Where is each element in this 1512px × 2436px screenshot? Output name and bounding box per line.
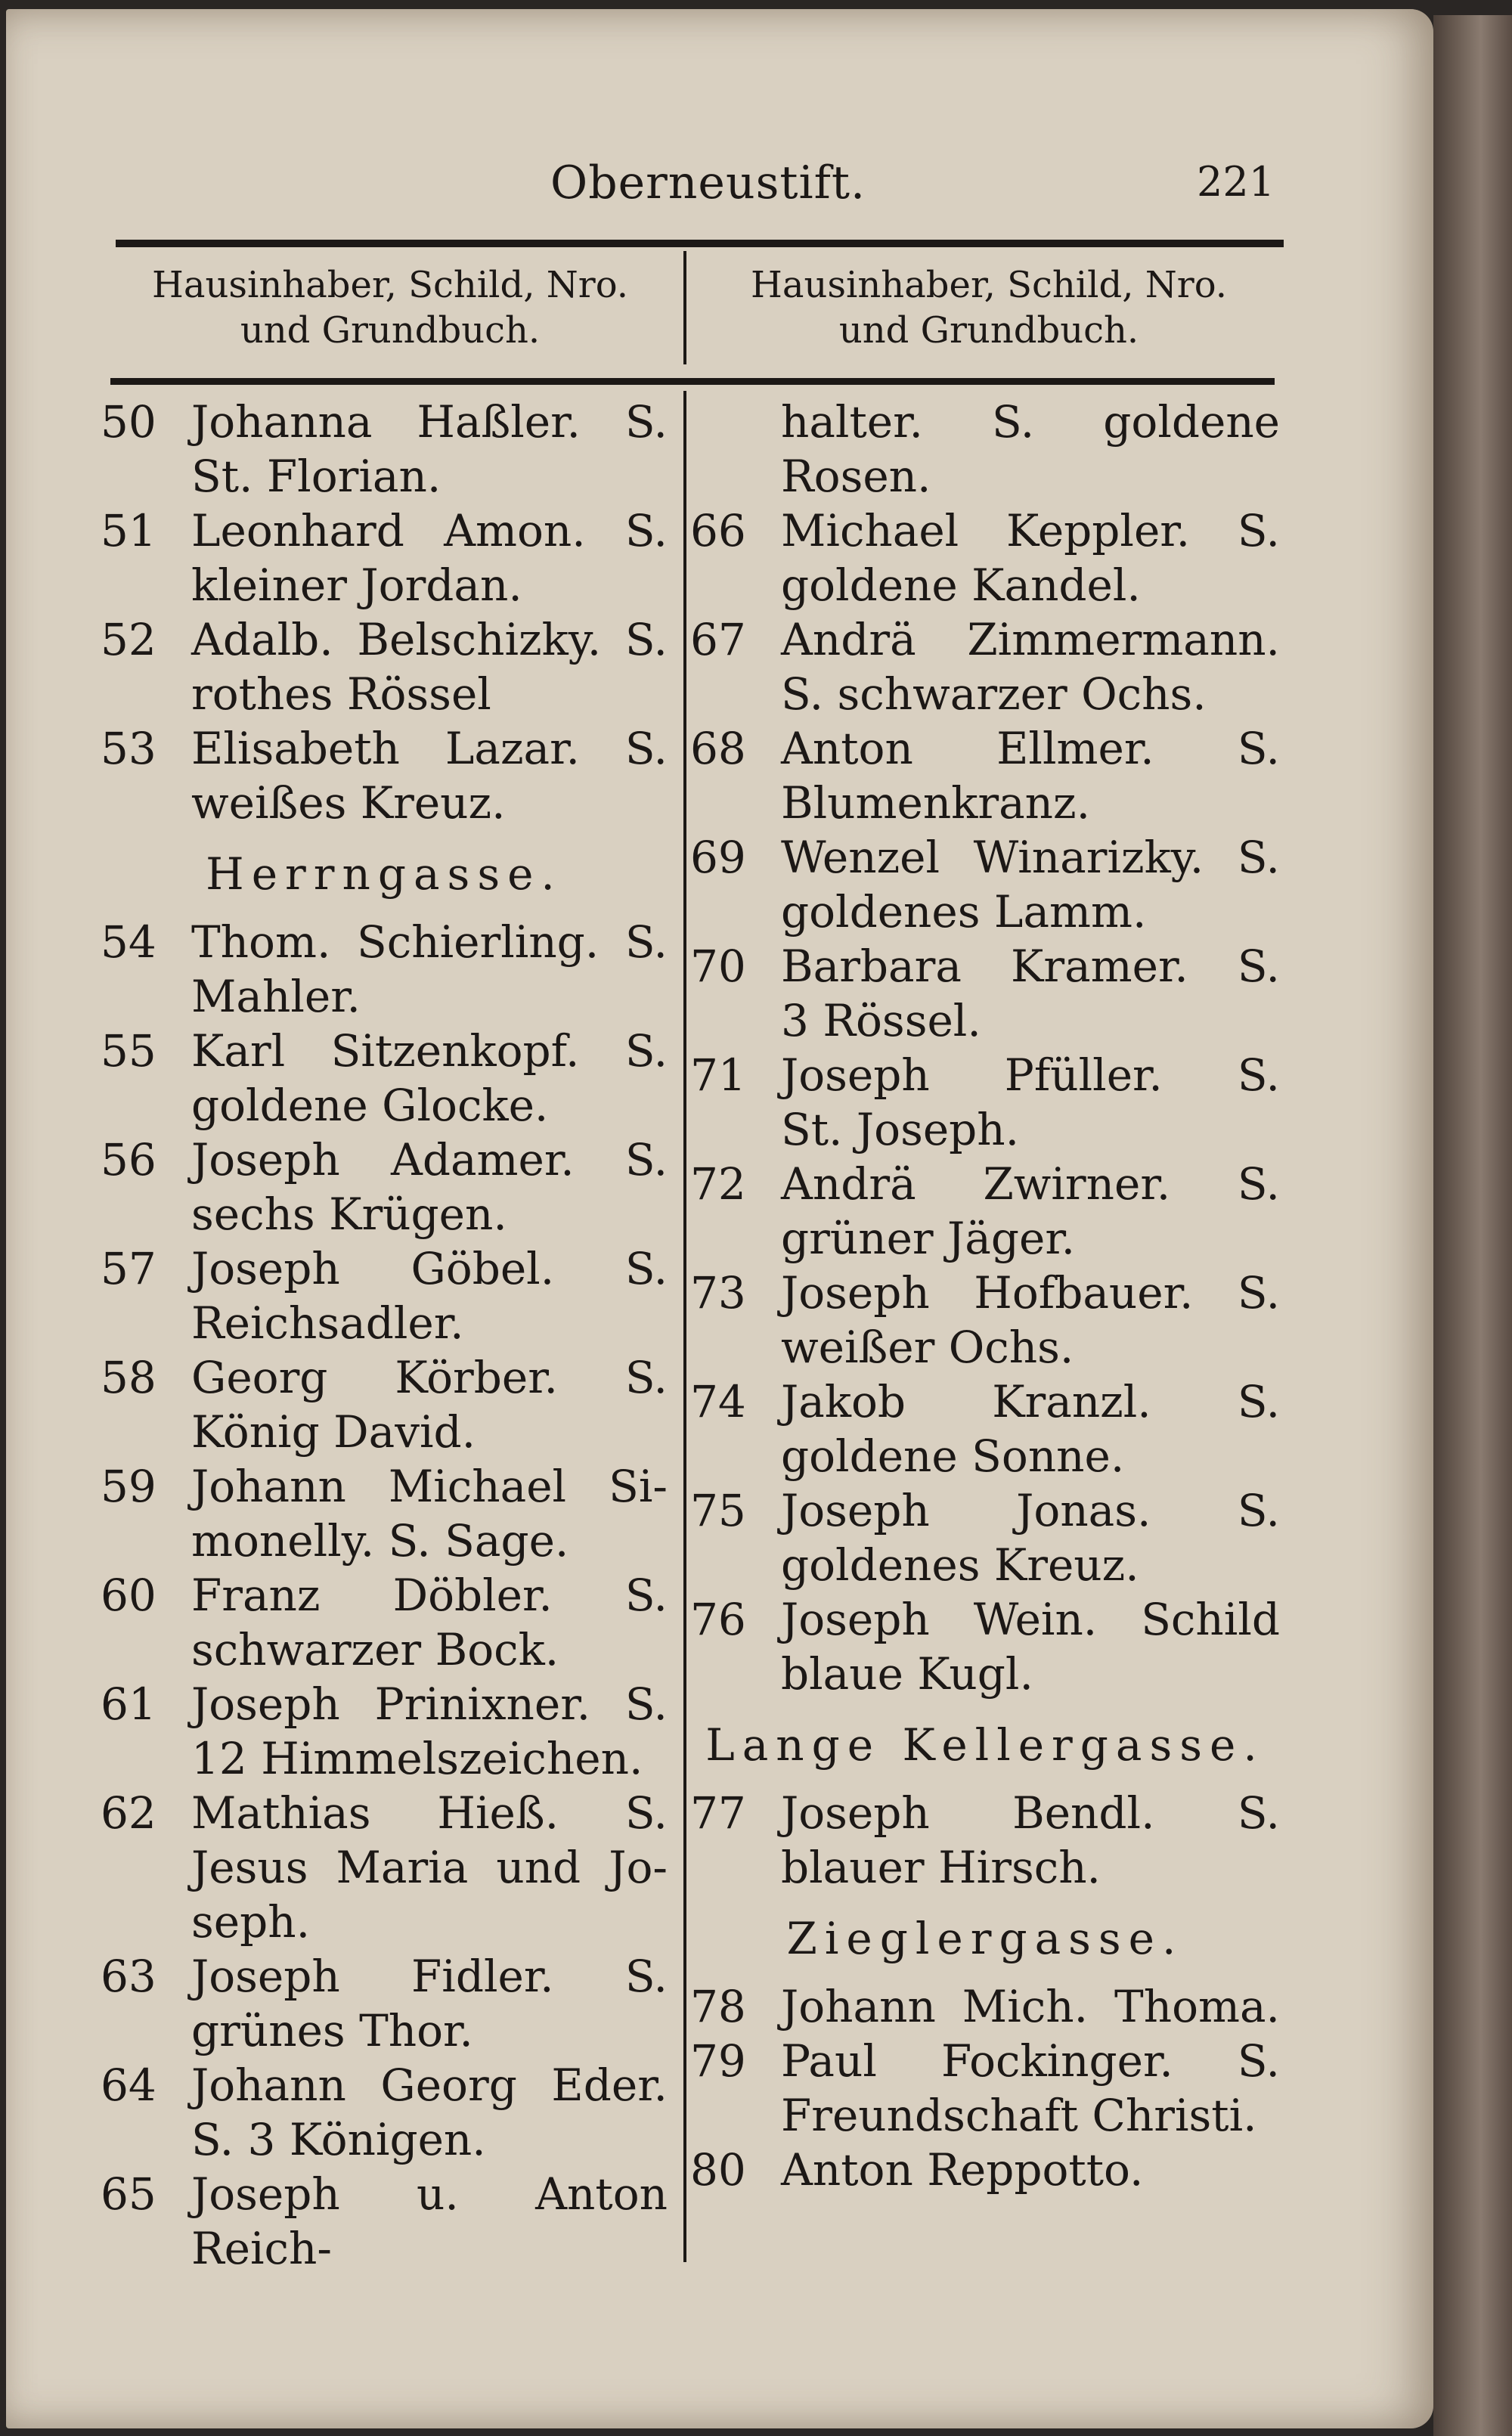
entry-line: Thom. Schierling. S.: [191, 916, 668, 968]
house-number: 57: [101, 1243, 156, 1294]
column-header-line: Hausinhaber, Schild, Nro.: [750, 264, 1228, 306]
house-number: 70: [690, 941, 746, 992]
list-item: [101, 721, 668, 830]
entry-line: blauer Hirsch.: [781, 1842, 1101, 1893]
list-item: [101, 1133, 668, 1241]
entry-line: kleiner Jordan.: [191, 559, 522, 611]
top-rule: [116, 240, 1284, 247]
entry-line: seph.: [191, 1896, 311, 1948]
house-number: 55: [101, 1025, 156, 1077]
list-item: [690, 939, 1280, 1048]
house-number: 72: [690, 1158, 746, 1210]
list-item: [101, 1459, 668, 1568]
house-number: 50: [101, 396, 156, 448]
entry-line: Wenzel Winarizky. S.: [781, 832, 1280, 883]
header-rule: [110, 378, 1275, 385]
entry-line: Reichsadler.: [191, 1297, 464, 1349]
page-number: 221: [1197, 158, 1275, 206]
house-number: 58: [101, 1352, 156, 1403]
house-number: 67: [690, 614, 746, 665]
entry-line: Joseph Pfüller. S.: [781, 1049, 1280, 1101]
entry-line: 3 Rössel.: [781, 995, 981, 1046]
entry-line: Mathias Hieß. S.: [191, 1787, 668, 1839]
entry-line: Karl Sitzenkopf. S.: [191, 1025, 668, 1077]
house-number: 78: [690, 1981, 746, 2032]
entry-line: König David.: [191, 1406, 476, 1458]
list-item: [101, 2167, 668, 2276]
entry-line: halter. S. goldene: [781, 396, 1280, 448]
entry-line: Georg Körber. S.: [191, 1352, 668, 1403]
entry-line: weißer Ochs.: [781, 1322, 1074, 1373]
column-header-line: und Grundbuch.: [240, 309, 541, 352]
column-divider: [683, 251, 686, 364]
book-edge: [1433, 15, 1512, 2436]
house-number: 51: [101, 505, 156, 556]
house-number: 59: [101, 1461, 156, 1512]
house-number: 80: [690, 2144, 746, 2196]
house-number: 74: [690, 1376, 746, 1427]
entry-line: Joseph Jonas. S.: [781, 1485, 1280, 1536]
column-header-line: und Grundbuch.: [838, 309, 1139, 352]
house-number: 73: [690, 1267, 746, 1319]
list-item: [690, 504, 1280, 612]
entry-line: Joseph Hofbauer. S.: [781, 1267, 1280, 1319]
list-item: [690, 1483, 1280, 1592]
list-item: [101, 1677, 668, 1786]
entry-line: Anton Reppotto.: [781, 2144, 1144, 2196]
house-number: 60: [101, 1570, 156, 1621]
entry-line: blaue Kugl.: [781, 1648, 1033, 1700]
entry-line: grüner Jäger.: [781, 1213, 1076, 1264]
house-number: 56: [101, 1134, 156, 1185]
entry-line: Freundschaft Christi.: [781, 2090, 1257, 2141]
entry-line: 12 Himmelszeichen.: [191, 1733, 643, 1784]
entry-line: Joseph Bendl. S.: [781, 1787, 1280, 1839]
entry-line: Andrä Zwirner. S.: [781, 1158, 1280, 1210]
list-item: [101, 612, 668, 721]
house-number: 53: [101, 723, 156, 774]
entry-line: goldene Sonne.: [781, 1430, 1125, 1482]
list-item: [690, 1786, 1280, 1895]
list-item: [101, 1568, 668, 1677]
entry-line: Joseph Göbel. S.: [191, 1243, 668, 1294]
list-item: [690, 1375, 1280, 1483]
list-item: [690, 830, 1280, 939]
entry-line: S. schwarzer Ochs.: [781, 668, 1207, 720]
entry-line: Andrä Zimmermann.: [781, 614, 1280, 665]
house-number: 76: [690, 1594, 746, 1645]
street-heading: Lange Kellergasse.: [705, 1719, 1265, 1771]
house-number: 77: [690, 1787, 746, 1839]
house-number: 52: [101, 614, 156, 665]
house-number: 62: [101, 1787, 156, 1839]
entry-line: Joseph Adamer. S.: [191, 1134, 668, 1185]
list-item: [690, 1157, 1280, 1266]
list-item: [101, 2058, 668, 2167]
entry-line: Adalb. Belschizky. S.: [191, 614, 668, 665]
entry-line: Joseph Wein. Schild: [781, 1594, 1280, 1645]
list-item: [690, 721, 1280, 830]
book-page: [6, 9, 1433, 2428]
list-item: [101, 1949, 668, 2058]
list-item: [690, 2143, 1280, 2197]
list-item: [101, 1350, 668, 1459]
house-number: 69: [690, 832, 746, 883]
entry-line: S. 3 Königen.: [191, 2114, 486, 2165]
entry-line: Franz Döbler. S.: [191, 1570, 668, 1621]
house-number: 63: [101, 1951, 156, 2002]
right-column: [690, 395, 1280, 2197]
house-number: 71: [690, 1049, 746, 1101]
entry-line: sechs Krügen.: [191, 1189, 507, 1240]
left-column: [101, 395, 668, 2276]
entry-line: Johann Georg Eder.: [191, 2059, 668, 2111]
entry-line: Jesus Maria und Jo-: [191, 1842, 668, 1893]
entry-line: Leonhard Amon. S.: [191, 505, 668, 556]
entry-line: rothes Rössel: [191, 668, 491, 720]
entry-line: Barbara Kramer. S.: [781, 941, 1280, 992]
entry-line: Johann Mich. Thoma.: [781, 1981, 1280, 2032]
list-item: [690, 1266, 1280, 1375]
entry-line: Johann Michael Si-: [191, 1461, 668, 1512]
entry-line: Michael Keppler. S.: [781, 505, 1280, 556]
list-item: [690, 612, 1280, 721]
entry-line: Elisabeth Lazar. S.: [191, 723, 668, 774]
house-number: 61: [101, 1678, 156, 1730]
house-number: 54: [101, 916, 156, 968]
page-header: [6, 149, 1433, 225]
house-number: 65: [101, 2168, 156, 2220]
list-item: [690, 2034, 1280, 2143]
list-item: [690, 1979, 1280, 2034]
entry-line: goldene Kandel.: [781, 559, 1141, 611]
entry-line: weißes Kreuz.: [191, 777, 506, 829]
column-header-right: [702, 262, 1276, 353]
street-heading: Zieglergasse.: [786, 1913, 1184, 1964]
column-header-line: Hausinhaber, Schild, Nro.: [151, 264, 629, 306]
entry-line: Paul Fockinger. S.: [781, 2035, 1280, 2087]
continued-entry: [690, 395, 1280, 504]
street-heading: Herrngasse.: [206, 848, 562, 900]
house-number: 79: [690, 2035, 746, 2087]
entry-line: Joseph u. Anton Reich-: [191, 2168, 668, 2274]
house-number: 68: [690, 723, 746, 774]
running-title: Oberneustift.: [550, 157, 866, 209]
house-number: 66: [690, 505, 746, 556]
entry-line: goldene Glocke.: [191, 1080, 549, 1131]
entry-line: Rosen.: [781, 451, 931, 502]
list-item: [690, 1048, 1280, 1157]
entry-line: St. Joseph.: [781, 1104, 1020, 1155]
entry-line: goldenes Kreuz.: [781, 1539, 1139, 1591]
entry-line: Joseph Fidler. S.: [191, 1951, 668, 2002]
house-number: 75: [690, 1485, 746, 1536]
entry-line: monelly. S. Sage.: [191, 1515, 569, 1567]
column-header-left: [103, 262, 677, 353]
entry-line: grünes Thor.: [191, 2005, 473, 2056]
list-item: [101, 395, 668, 504]
entry-line: schwarzer Bock.: [191, 1624, 559, 1675]
list-item: [101, 1241, 668, 1350]
list-item: [690, 1592, 1280, 1701]
entry-line: St. Florian.: [191, 451, 442, 502]
entry-line: Blumenkranz.: [781, 777, 1091, 829]
list-item: [101, 504, 668, 612]
list-item: [101, 1786, 668, 1949]
entry-line: Anton Ellmer. S.: [781, 723, 1280, 774]
column-divider: [683, 391, 686, 2262]
entry-line: Johanna Haßler. S.: [191, 396, 668, 448]
house-number: 64: [101, 2059, 156, 2111]
entry-line: Joseph Prinixner. S.: [191, 1678, 668, 1730]
entry-line: Jakob Kranzl. S.: [781, 1376, 1280, 1427]
list-item: [101, 915, 668, 1024]
list-item: [101, 1024, 668, 1133]
entry-line: Mahler.: [191, 971, 361, 1022]
entry-line: goldenes Lamm.: [781, 886, 1147, 938]
